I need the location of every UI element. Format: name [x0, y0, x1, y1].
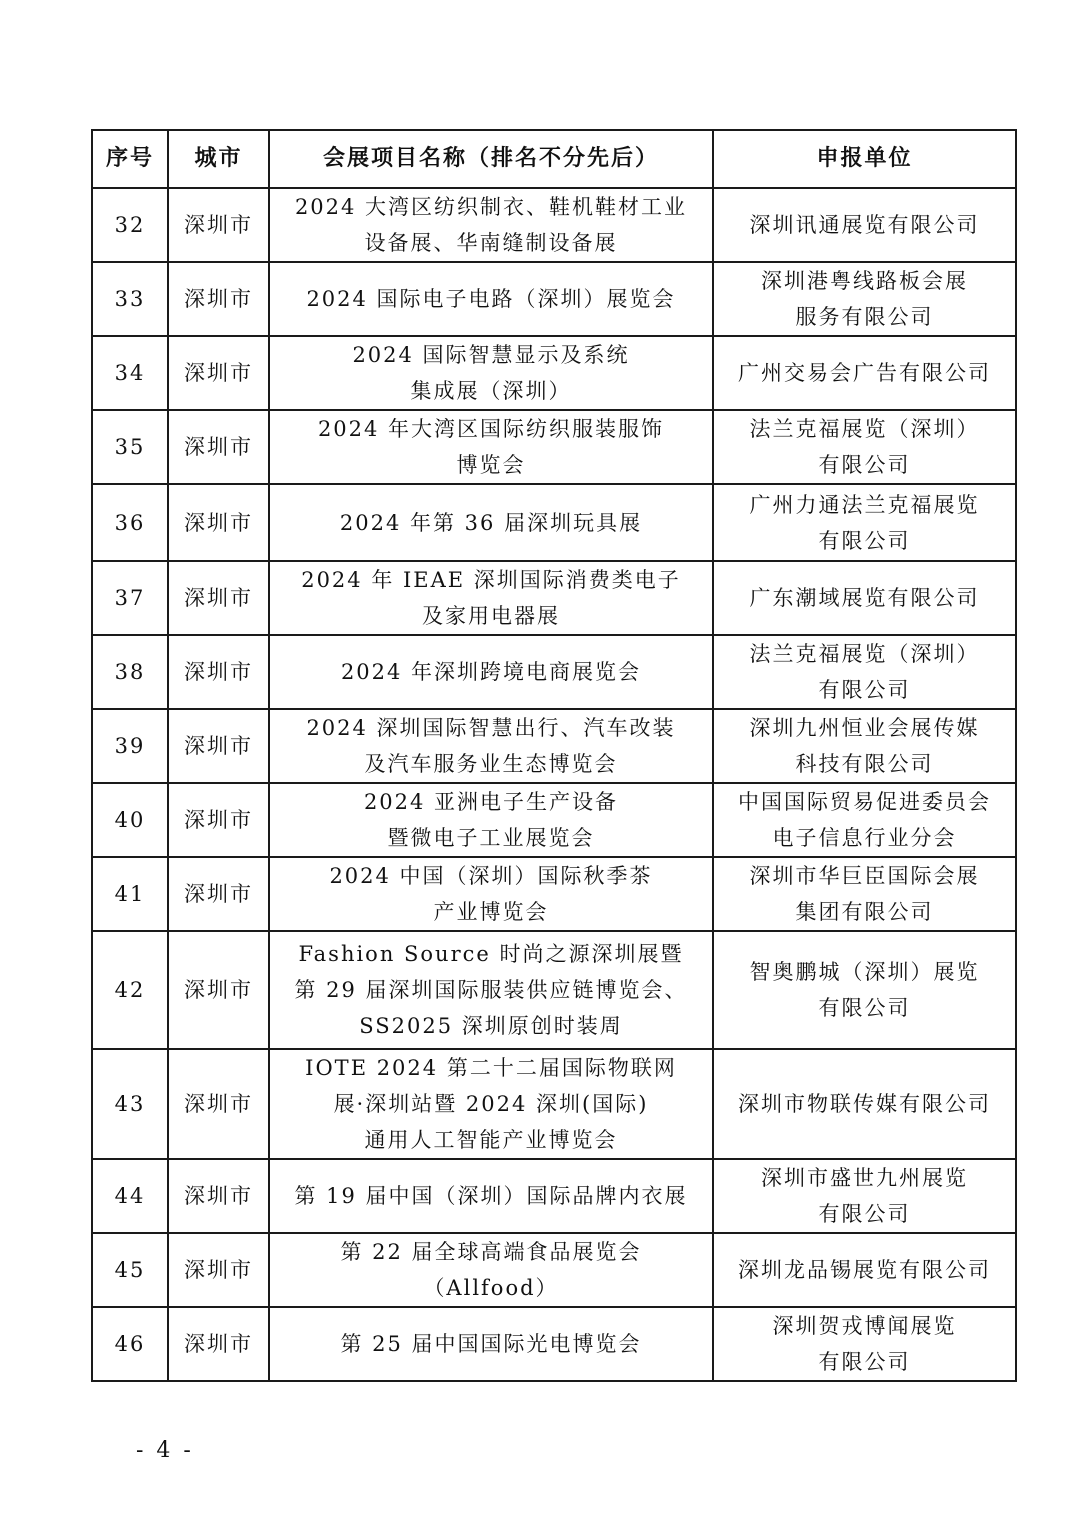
applicant-unit-line: 科技有限公司 [795, 752, 934, 776]
project-name-line: 第 22 届全球高端食品展览会 [340, 1240, 642, 1264]
row-city: 深圳市 [168, 709, 269, 783]
project-name-line: 2024 中国（深圳）国际秋季茶 [329, 864, 653, 888]
row-city: 深圳市 [168, 1233, 269, 1307]
row-city: 深圳市 [168, 561, 269, 635]
project-name-line: 第 19 届中国（深圳）国际品牌内衣展 [294, 1184, 688, 1208]
row-applicant-unit [713, 410, 1016, 484]
header-index: 序号 [92, 130, 168, 188]
row-index: 45 [92, 1233, 168, 1307]
table-row [92, 709, 1016, 783]
project-name-line: 2024 年 IEAE 深圳国际消费类电子 [301, 568, 681, 592]
row-city: 深圳市 [168, 1307, 269, 1381]
row-project-name [269, 635, 713, 709]
applicant-unit-line: 广东潮域展览有限公司 [749, 586, 980, 610]
row-project-name [269, 484, 713, 561]
header-project-name: 会展项目名称（排名不分先后） [269, 130, 713, 188]
applicant-unit-line: 深圳讯通展览有限公司 [749, 213, 980, 237]
applicant-unit-line: 深圳龙品锡展览有限公司 [738, 1258, 991, 1282]
project-name-line: 通用人工智能产业博览会 [364, 1128, 618, 1152]
table-row [92, 1233, 1016, 1307]
applicant-unit-line: 有限公司 [818, 678, 911, 702]
project-name-line: （Allfood） [423, 1276, 559, 1300]
applicant-unit-line: 有限公司 [818, 996, 911, 1020]
row-index: 34 [92, 336, 168, 410]
row-city: 深圳市 [168, 410, 269, 484]
row-applicant-unit [713, 1307, 1016, 1381]
row-index: 36 [92, 484, 168, 561]
row-city: 深圳市 [168, 188, 269, 262]
applicant-unit-line: 有限公司 [818, 453, 911, 477]
applicant-unit-line: 深圳港粤线路板会展 [761, 269, 968, 293]
row-index: 41 [92, 857, 168, 931]
project-name-line: 第 29 届深圳国际服装供应链博览会、 [294, 978, 688, 1002]
applicant-unit-line: 有限公司 [818, 528, 911, 553]
row-index: 32 [92, 188, 168, 262]
applicant-unit-line: 广州力通法兰克福展览 [749, 492, 980, 517]
row-applicant-unit [713, 783, 1016, 857]
row-city: 深圳市 [168, 857, 269, 931]
project-name-line: SS2025 深圳原创时装周 [359, 1014, 623, 1038]
row-city: 深圳市 [168, 484, 269, 561]
row-index: 42 [92, 931, 168, 1049]
row-project-name [269, 1159, 713, 1233]
project-name-line: 2024 国际智慧显示及系统 [352, 343, 630, 367]
table-row [92, 188, 1016, 262]
project-name-line: 博览会 [456, 453, 526, 477]
table-row [92, 857, 1016, 931]
applicant-unit-line: 有限公司 [818, 1202, 911, 1226]
row-project-name [269, 709, 713, 783]
row-project-name [269, 1307, 713, 1381]
applicant-unit-line: 深圳九州恒业会展传媒 [749, 716, 980, 740]
applicant-unit-line: 中国国际贸易促进委员会 [738, 790, 991, 814]
table-row [92, 336, 1016, 410]
row-city: 深圳市 [168, 336, 269, 410]
table-row [92, 484, 1016, 561]
row-project-name [269, 336, 713, 410]
row-index: 46 [92, 1307, 168, 1381]
row-index: 39 [92, 709, 168, 783]
row-project-name [269, 857, 713, 931]
project-name-line: 2024 亚洲电子生产设备 [363, 790, 619, 814]
project-name-line: 集成展（深圳） [410, 379, 572, 403]
row-applicant-unit [713, 262, 1016, 336]
project-name-line: 2024 年深圳跨境电商展览会 [340, 660, 642, 684]
row-applicant-unit [713, 1233, 1016, 1307]
project-name-line: 暨微电子工业展览会 [387, 826, 595, 850]
project-name-line: Fashion Source 时尚之源深圳展暨 [298, 942, 684, 966]
row-applicant-unit [713, 188, 1016, 262]
row-applicant-unit [713, 635, 1016, 709]
table-row [92, 783, 1016, 857]
row-index: 43 [92, 1049, 168, 1159]
applicant-unit-line: 深圳市华巨臣国际会展 [749, 864, 980, 888]
row-index: 37 [92, 561, 168, 635]
applicant-unit-line: 法兰克福展览（深圳） [749, 417, 980, 441]
row-applicant-unit [713, 336, 1016, 410]
applicant-unit-line: 深圳市物联传媒有限公司 [738, 1092, 991, 1116]
row-index: 35 [92, 410, 168, 484]
row-project-name [269, 931, 713, 1049]
applicant-unit-line: 电子信息行业分会 [772, 826, 957, 850]
project-name-line: 2024 年第 36 届深圳玩具展 [339, 510, 643, 535]
applicant-unit-line: 有限公司 [818, 1350, 911, 1374]
row-project-name [269, 262, 713, 336]
project-name-line: 产业博览会 [433, 900, 549, 924]
row-applicant-unit [713, 1159, 1016, 1233]
exhibition-table [91, 129, 1017, 1382]
row-applicant-unit [713, 484, 1016, 561]
project-name-line: 展·深圳站暨 2024 深圳(国际) [333, 1092, 649, 1116]
row-applicant-unit [713, 931, 1016, 1049]
row-project-name [269, 1049, 713, 1159]
row-city: 深圳市 [168, 783, 269, 857]
row-project-name [269, 1233, 713, 1307]
table-header-row [92, 130, 1016, 188]
applicant-unit-line: 服务有限公司 [795, 305, 934, 329]
applicant-unit-line: 智奥鹏城（深圳）展览 [749, 960, 980, 984]
row-applicant-unit [713, 709, 1016, 783]
row-city: 深圳市 [168, 1049, 269, 1159]
project-name-line: 2024 年大湾区国际纺织服装服饰 [317, 417, 665, 441]
header-city: 城市 [168, 130, 269, 188]
project-name-line: 2024 国际电子电路（深圳）展览会 [306, 287, 676, 311]
row-index: 33 [92, 262, 168, 336]
row-applicant-unit [713, 1049, 1016, 1159]
table-row [92, 262, 1016, 336]
table-row [92, 635, 1016, 709]
row-city: 深圳市 [168, 635, 269, 709]
applicant-unit-line: 集团有限公司 [795, 900, 934, 924]
project-name-line: 2024 深圳国际智慧出行、汽车改装 [306, 716, 676, 740]
table-row [92, 1307, 1016, 1381]
applicant-unit-line: 深圳贺戎博闻展览 [772, 1314, 957, 1338]
row-applicant-unit [713, 561, 1016, 635]
project-name-line: 设备展、华南缝制设备展 [364, 231, 618, 255]
header-applicant-unit: 申报单位 [713, 130, 1016, 188]
row-project-name [269, 783, 713, 857]
table-body [92, 188, 1016, 1381]
project-name-line: 2024 大湾区纺织制衣、鞋机鞋材工业 [294, 195, 688, 219]
table-row [92, 410, 1016, 484]
page-number: - 4 - [136, 1438, 194, 1463]
row-project-name [269, 561, 713, 635]
table-row [92, 1049, 1016, 1159]
row-project-name [269, 410, 713, 484]
row-index: 38 [92, 635, 168, 709]
row-city: 深圳市 [168, 262, 269, 336]
row-city: 深圳市 [168, 931, 269, 1049]
project-name-line: 及汽车服务业生态博览会 [364, 752, 618, 776]
applicant-unit-line: 深圳市盛世九州展览 [761, 1166, 968, 1190]
row-project-name [269, 188, 713, 262]
applicant-unit-line: 法兰克福展览（深圳） [749, 642, 980, 666]
project-name-line: 第 25 届中国国际光电博览会 [340, 1332, 642, 1356]
project-name-line: 及家用电器展 [422, 604, 560, 628]
row-applicant-unit [713, 857, 1016, 931]
row-index: 44 [92, 1159, 168, 1233]
applicant-unit-line: 广州交易会广告有限公司 [738, 361, 991, 385]
row-city: 深圳市 [168, 1159, 269, 1233]
project-name-line: IOTE 2024 第二十二届国际物联网 [305, 1056, 677, 1080]
table-row [92, 931, 1016, 1049]
table-row [92, 561, 1016, 635]
row-index: 40 [92, 783, 168, 857]
table-row [92, 1159, 1016, 1233]
